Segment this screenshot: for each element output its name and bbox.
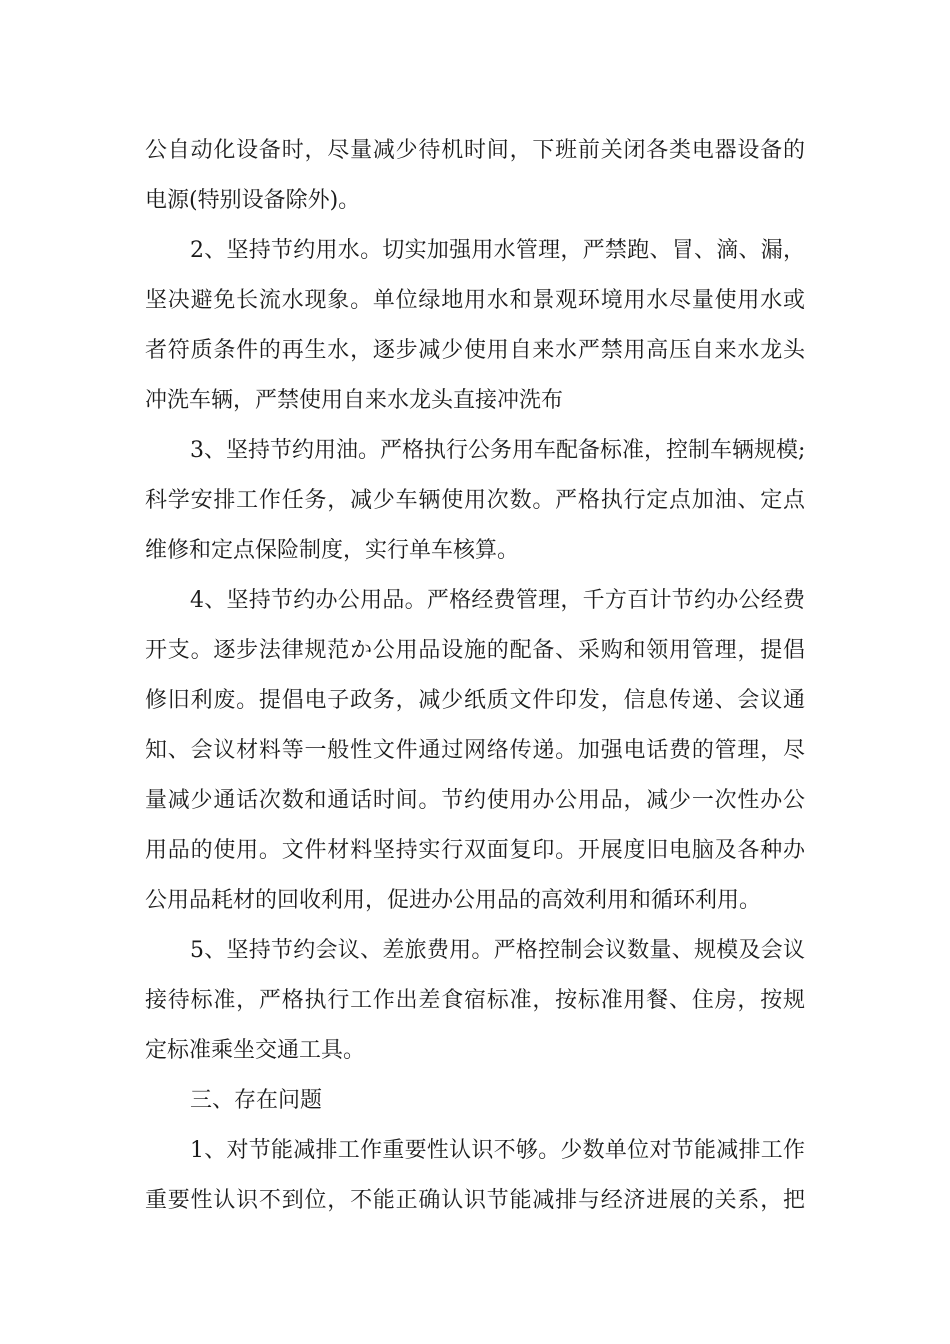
- text-line: 者符质条件的再生水，逐步减少使用自来水严禁用高压自来水龙头: [145, 338, 805, 363]
- text-line: 公自动化设备时，尽量减少待机时间，下班前关闭各类电器设备的: [145, 138, 805, 163]
- text-line: 接待标准，严格执行工作出差食宿标准，按标准用餐、住房，按规: [145, 988, 805, 1013]
- text-line: 开支。逐步法律规范か公用品设施的配备、采购和领用管理，提倡: [145, 638, 805, 663]
- text-line: 3、坚持节约用油。严格执行公务用车配备标准，控制车辆规模;: [190, 438, 806, 463]
- text-line: 修旧利废。提倡电子政务，减少纸质文件印发，信息传递、会议通: [145, 688, 805, 713]
- text-line: 定标准乘坐交通工具。: [145, 1038, 366, 1063]
- text-line: 量减少通话次数和通话时间。节约使用办公用品，减少一次性办公: [145, 788, 805, 813]
- text-line: 维修和定点保险制度，实行单车核算。: [145, 538, 520, 563]
- text-line: 公用品耗材的回收利用，促进办公用品的高效利用和循环利用。: [145, 888, 762, 913]
- text-line: 用品的使用。文件材料坚持实行双面复印。开展度旧电脑及各种办: [145, 838, 805, 863]
- text-line: 冲洗车辆，严禁使用自来水龙头直接冲洗布: [145, 388, 564, 413]
- text-line: 电源(特别设备除外)。: [145, 188, 361, 213]
- text-line: 2、坚持节约用水。切实加强用水管理，严禁跑、冒、滴、漏，: [190, 238, 805, 263]
- text-line: 重要性认识不到位，不能正确认识节能减排与经济进展的关系，把: [145, 1188, 805, 1213]
- text-line: 坚决避免长流水现象。单位绿地用水和景观环境用水尽量使用水或: [145, 288, 805, 313]
- section-heading: 三、存在问题: [190, 1088, 323, 1113]
- text-line: 科学安排工作任务，减少车辆使用次数。严格执行定点加油、定点: [145, 488, 805, 513]
- text-line: 4、坚持节约办公用品。严格经费管理，千方百计节约办公经费: [190, 588, 805, 613]
- text-line: 1、对节能减排工作重要性认识不够。少数单位对节能减排工作: [190, 1138, 805, 1163]
- text-line: 5、坚持节约会议、差旅费用。严格控制会议数量、规模及会议: [190, 938, 805, 963]
- text-line: 知、会议材料等一般性文件通过网络传递。加强电话费的管理，尽: [145, 738, 805, 763]
